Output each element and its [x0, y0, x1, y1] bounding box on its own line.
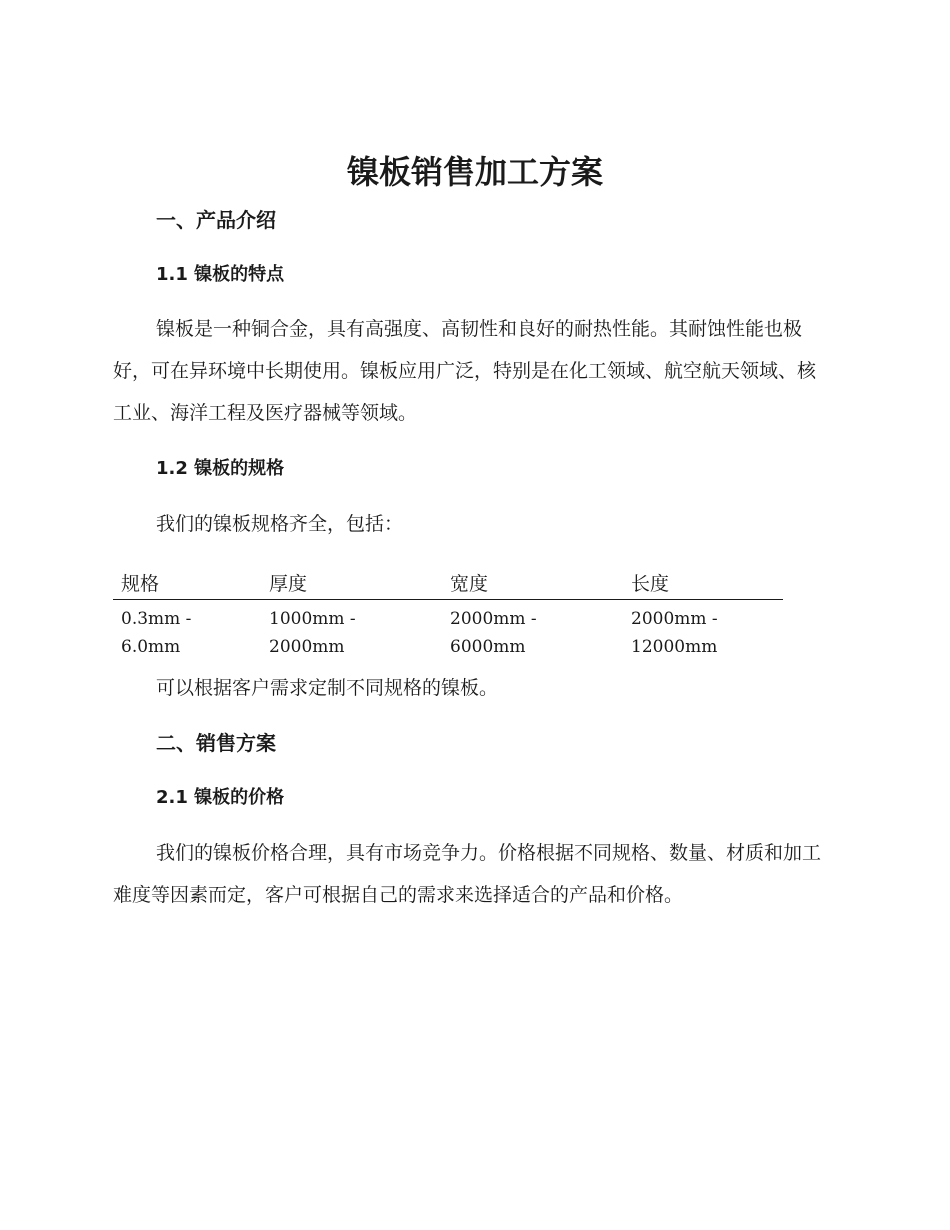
table-cell [113, 600, 261, 662]
cell-text: 1000mm - [269, 609, 356, 629]
cell-text: 2000mm - [631, 609, 718, 629]
subsection-heading-price: 2.1 镍板的价格 [156, 787, 285, 808]
spec-table-header: 厚度 [261, 566, 442, 600]
cell-text: 12000mm [631, 637, 718, 657]
spec-table-header: 规格 [113, 566, 261, 600]
spec-table-header: 宽度 [442, 566, 623, 600]
section-heading-product-intro: 一、产品介绍 [156, 208, 276, 232]
cell-text: 2000mm [269, 637, 345, 657]
table-cell [442, 600, 623, 662]
table-cell [623, 600, 783, 662]
cell-text: 6000mm [450, 637, 526, 657]
table-row [113, 600, 783, 662]
specs-note: 可以根据客户需求定制不同规格的镍板。 [156, 677, 499, 699]
document-title: 镍板销售加工方案 [346, 153, 603, 191]
cell-text: 6.0mm [121, 637, 181, 657]
spec-table [113, 566, 783, 661]
subsection-heading-specs: 1.2 镍板的规格 [156, 458, 285, 479]
features-paragraph: 镍板是一种铜合金，具有高强度、高韧性和良好的耐热性能。其耐蚀性能也极好，可在异环境中长期使用。镍板应用广泛，特别是在化工领域、航空航天领域、核工业、海洋工程及医疗器械等领域。 [113, 318, 817, 424]
spec-table-header: 长度 [623, 566, 783, 600]
subsection-heading-features: 1.1 镍板的特点 [156, 264, 285, 285]
table-cell [261, 600, 442, 662]
specs-intro: 我们的镍板规格齐全，包括： [156, 513, 404, 535]
price-paragraph: 我们的镍板价格合理，具有市场竞争力。价格根据不同规格、数量、材质和加工难度等因素而定，客户可根据自己的需求来选择适合的产品和价格。 [113, 842, 822, 906]
cell-text: 0.3mm - [121, 609, 192, 629]
spec-table-header-row [113, 566, 783, 600]
cell-text: 2000mm - [450, 609, 537, 629]
section-heading-sales-plan: 二、销售方案 [156, 731, 276, 755]
